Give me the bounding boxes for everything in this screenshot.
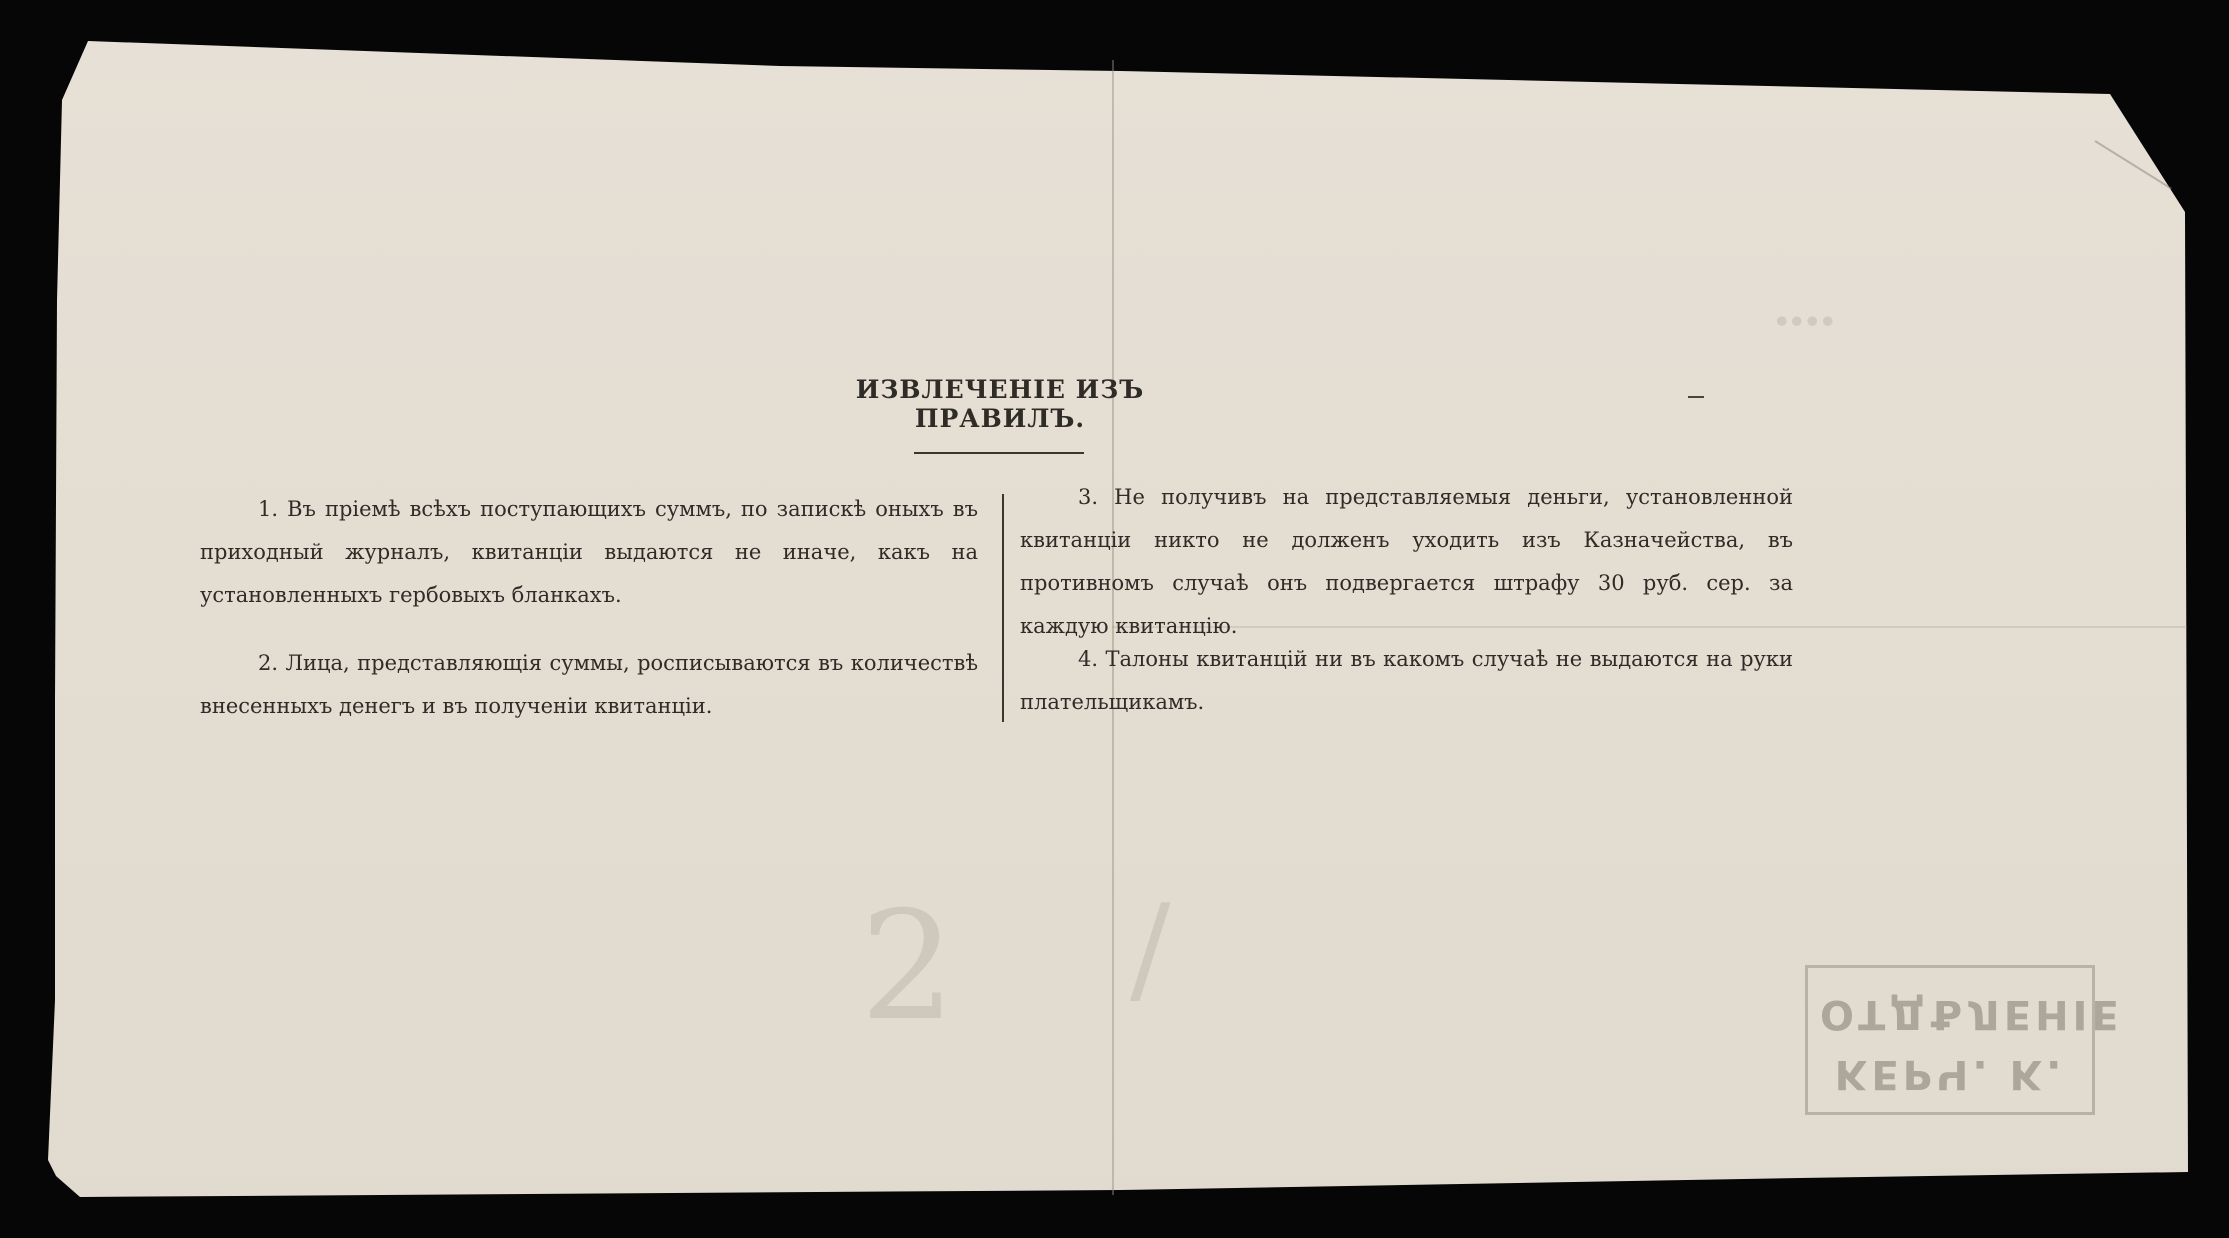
page-title: ИЗВЛЕЧЕНІЕ ИЗЪ ПРАВИЛЪ. bbox=[855, 375, 1145, 433]
rule-paragraph-2: 2. Лица, представляющія суммы, росписываются въ количествѣ внесенныхъ денегъ и въ полученіи квитанціи. bbox=[200, 651, 978, 718]
rule-paragraph-4: 4. Талоны квитанцій ни въ какомъ случаѣ не выдаются на руки плательщикамъ. bbox=[1020, 647, 1793, 714]
rule-paragraph-3: 3. Не получивъ на представляемыя деньги, установленной квитанціи никто не долженъ уходить изъ Казначейства, въ противномъ случаѣ онъ подвергается штрафу 30 руб. сер. за каждую квитанцію. bbox=[1020, 485, 1793, 638]
title-underline bbox=[914, 452, 1084, 454]
stamp-line-2: ОТДѢЛЕНІЕ bbox=[1820, 991, 2123, 1037]
faint-handwriting-mark: / bbox=[1130, 880, 1171, 1019]
stamp-line-1: КЕРЧ. К. bbox=[1834, 1051, 2066, 1097]
ink-dash-mark bbox=[1688, 396, 1704, 398]
faded-office-stamp bbox=[1805, 965, 2123, 1115]
faint-show-through-mark: ⁞ bbox=[1759, 310, 1852, 333]
column-divider bbox=[1002, 494, 1004, 722]
faint-handwriting-mark: 2 bbox=[860, 880, 956, 1054]
rule-paragraph-1: 1. Въ пріемѣ всѣхъ поступающихъ суммъ, по запискѣ оныхъ въ приходный журналъ, квитанціи выдаются не иначе, какъ на установленныхъ гербовыхъ бланкахъ. bbox=[200, 497, 978, 607]
